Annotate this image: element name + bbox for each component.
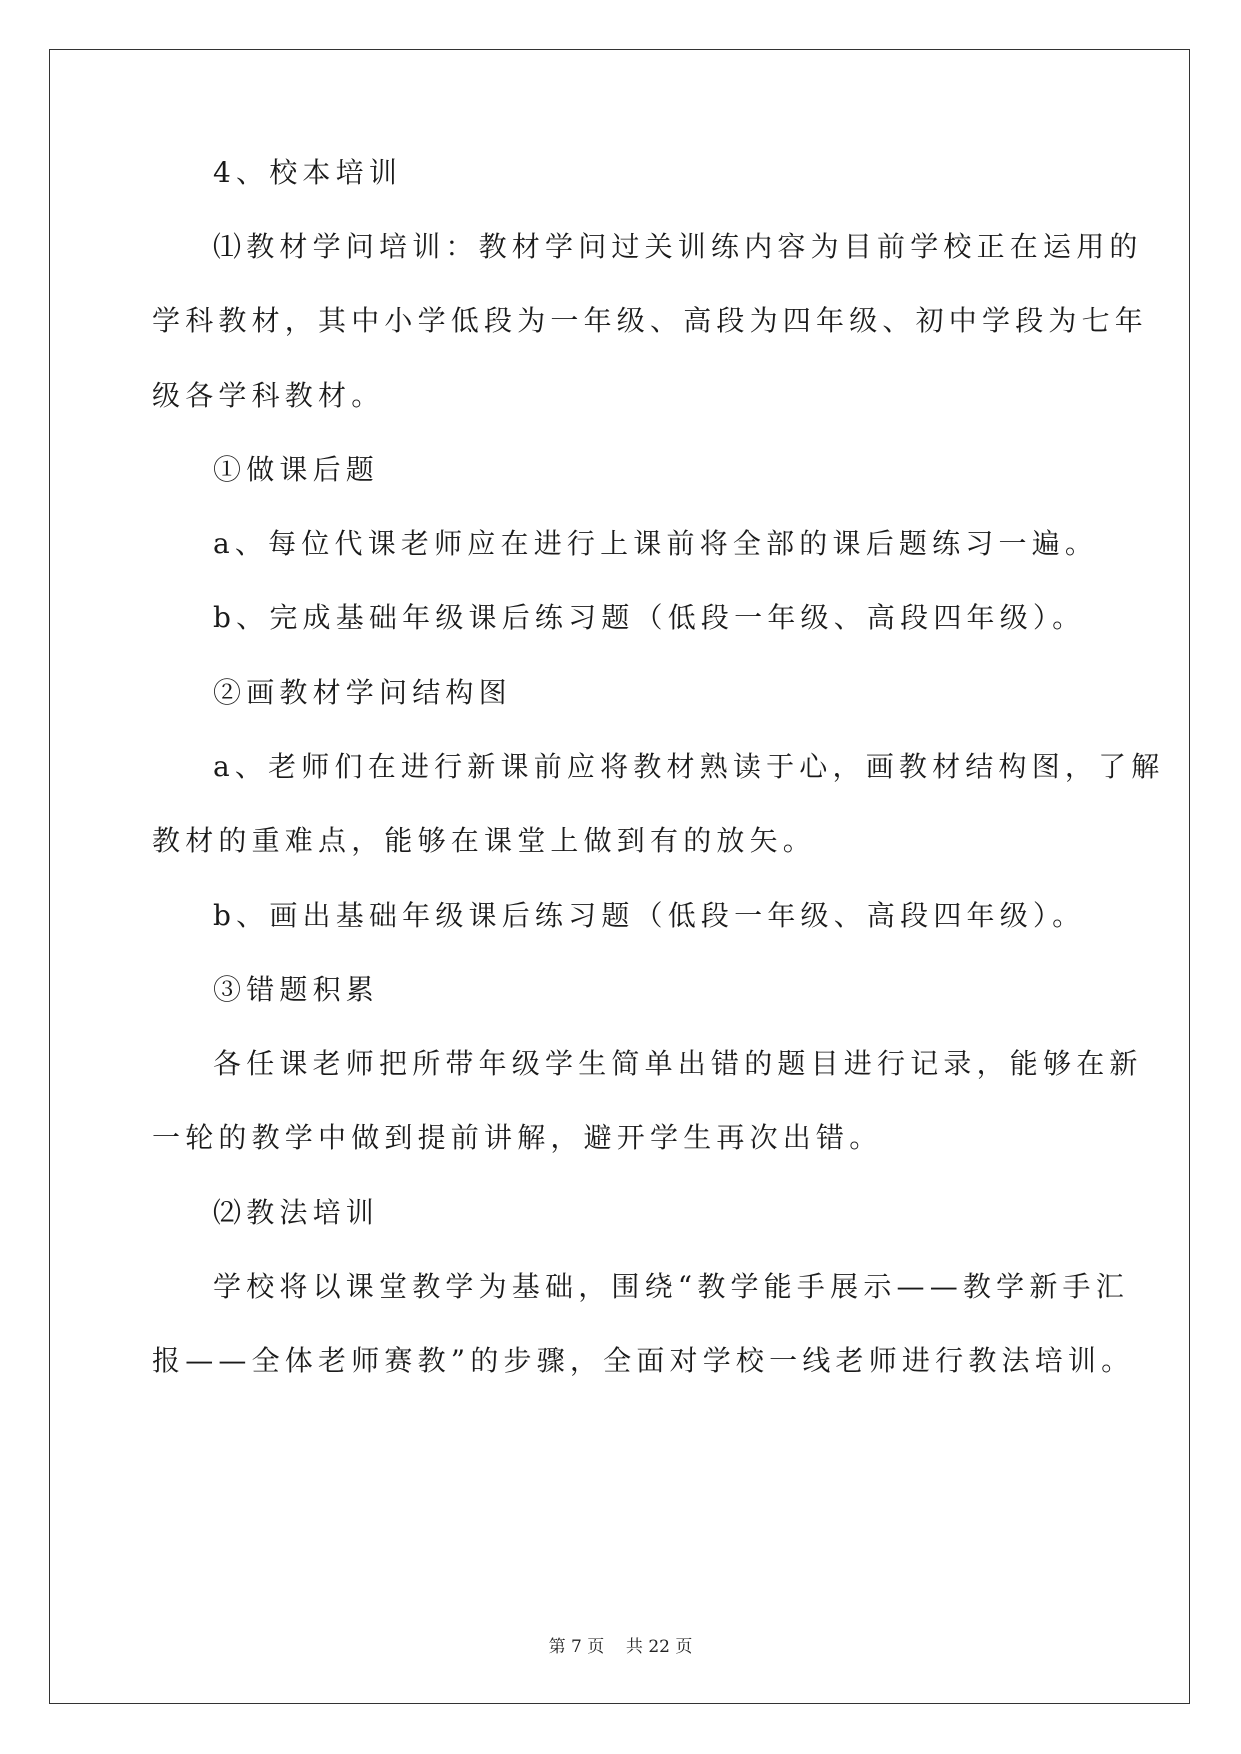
subsection-title: ①做课后题 bbox=[213, 453, 380, 486]
list-item-continuation: 教材的重难点，能够在课堂上做到有的放矢。 bbox=[152, 824, 817, 857]
total-prefix: 共 bbox=[625, 1637, 643, 1657]
paragraph-line: 学科教材，其中小学低段为一年级、高段为四年级、初中学段为七年 bbox=[152, 304, 1149, 337]
section-heading: 4、校本培训 bbox=[213, 156, 403, 189]
page-number: 7 bbox=[571, 1637, 582, 1657]
paragraph-line: 报——全体老师赛教”的步骤，全面对学校一线老师进行教法培训。 bbox=[152, 1344, 1135, 1377]
list-item: b、完成基础年级课后练习题（低段一年级、高段四年级）。 bbox=[213, 601, 1086, 634]
subsection-title: ⑵教法培训 bbox=[213, 1196, 380, 1229]
total-pages: 22 bbox=[648, 1637, 670, 1657]
page-footer bbox=[0, 1632, 1241, 1657]
paragraph-line: ⑴教材学问培训：教材学问过关训练内容为目前学校正在运用的 bbox=[213, 230, 1143, 263]
paragraph-line: 学校将以课堂教学为基础，围绕“教学能手展示——教学新手汇 bbox=[213, 1270, 1129, 1303]
page-prefix: 第 bbox=[548, 1637, 566, 1657]
total-suffix: 页 bbox=[675, 1637, 693, 1657]
paragraph-line: 一轮的教学中做到提前讲解，避开学生再次出错。 bbox=[152, 1121, 883, 1154]
page-suffix: 页 bbox=[587, 1637, 605, 1657]
subsection-title: ②画教材学问结构图 bbox=[213, 676, 512, 709]
subsection-title: ③错题积累 bbox=[213, 973, 380, 1006]
list-item: a、老师们在进行新课前应将教材熟读于心，画教材结构图，了解 bbox=[213, 750, 1165, 783]
page-border bbox=[49, 49, 1190, 1704]
list-item: a、每位代课老师应在进行上课前将全部的课后题练习一遍。 bbox=[213, 527, 1099, 560]
list-item: b、画出基础年级课后练习题（低段一年级、高段四年级）。 bbox=[213, 899, 1086, 932]
paragraph-line: 各任课老师把所带年级学生简单出错的题目进行记录，能够在新 bbox=[213, 1047, 1143, 1080]
paragraph-line: 级各学科教材。 bbox=[152, 379, 385, 412]
